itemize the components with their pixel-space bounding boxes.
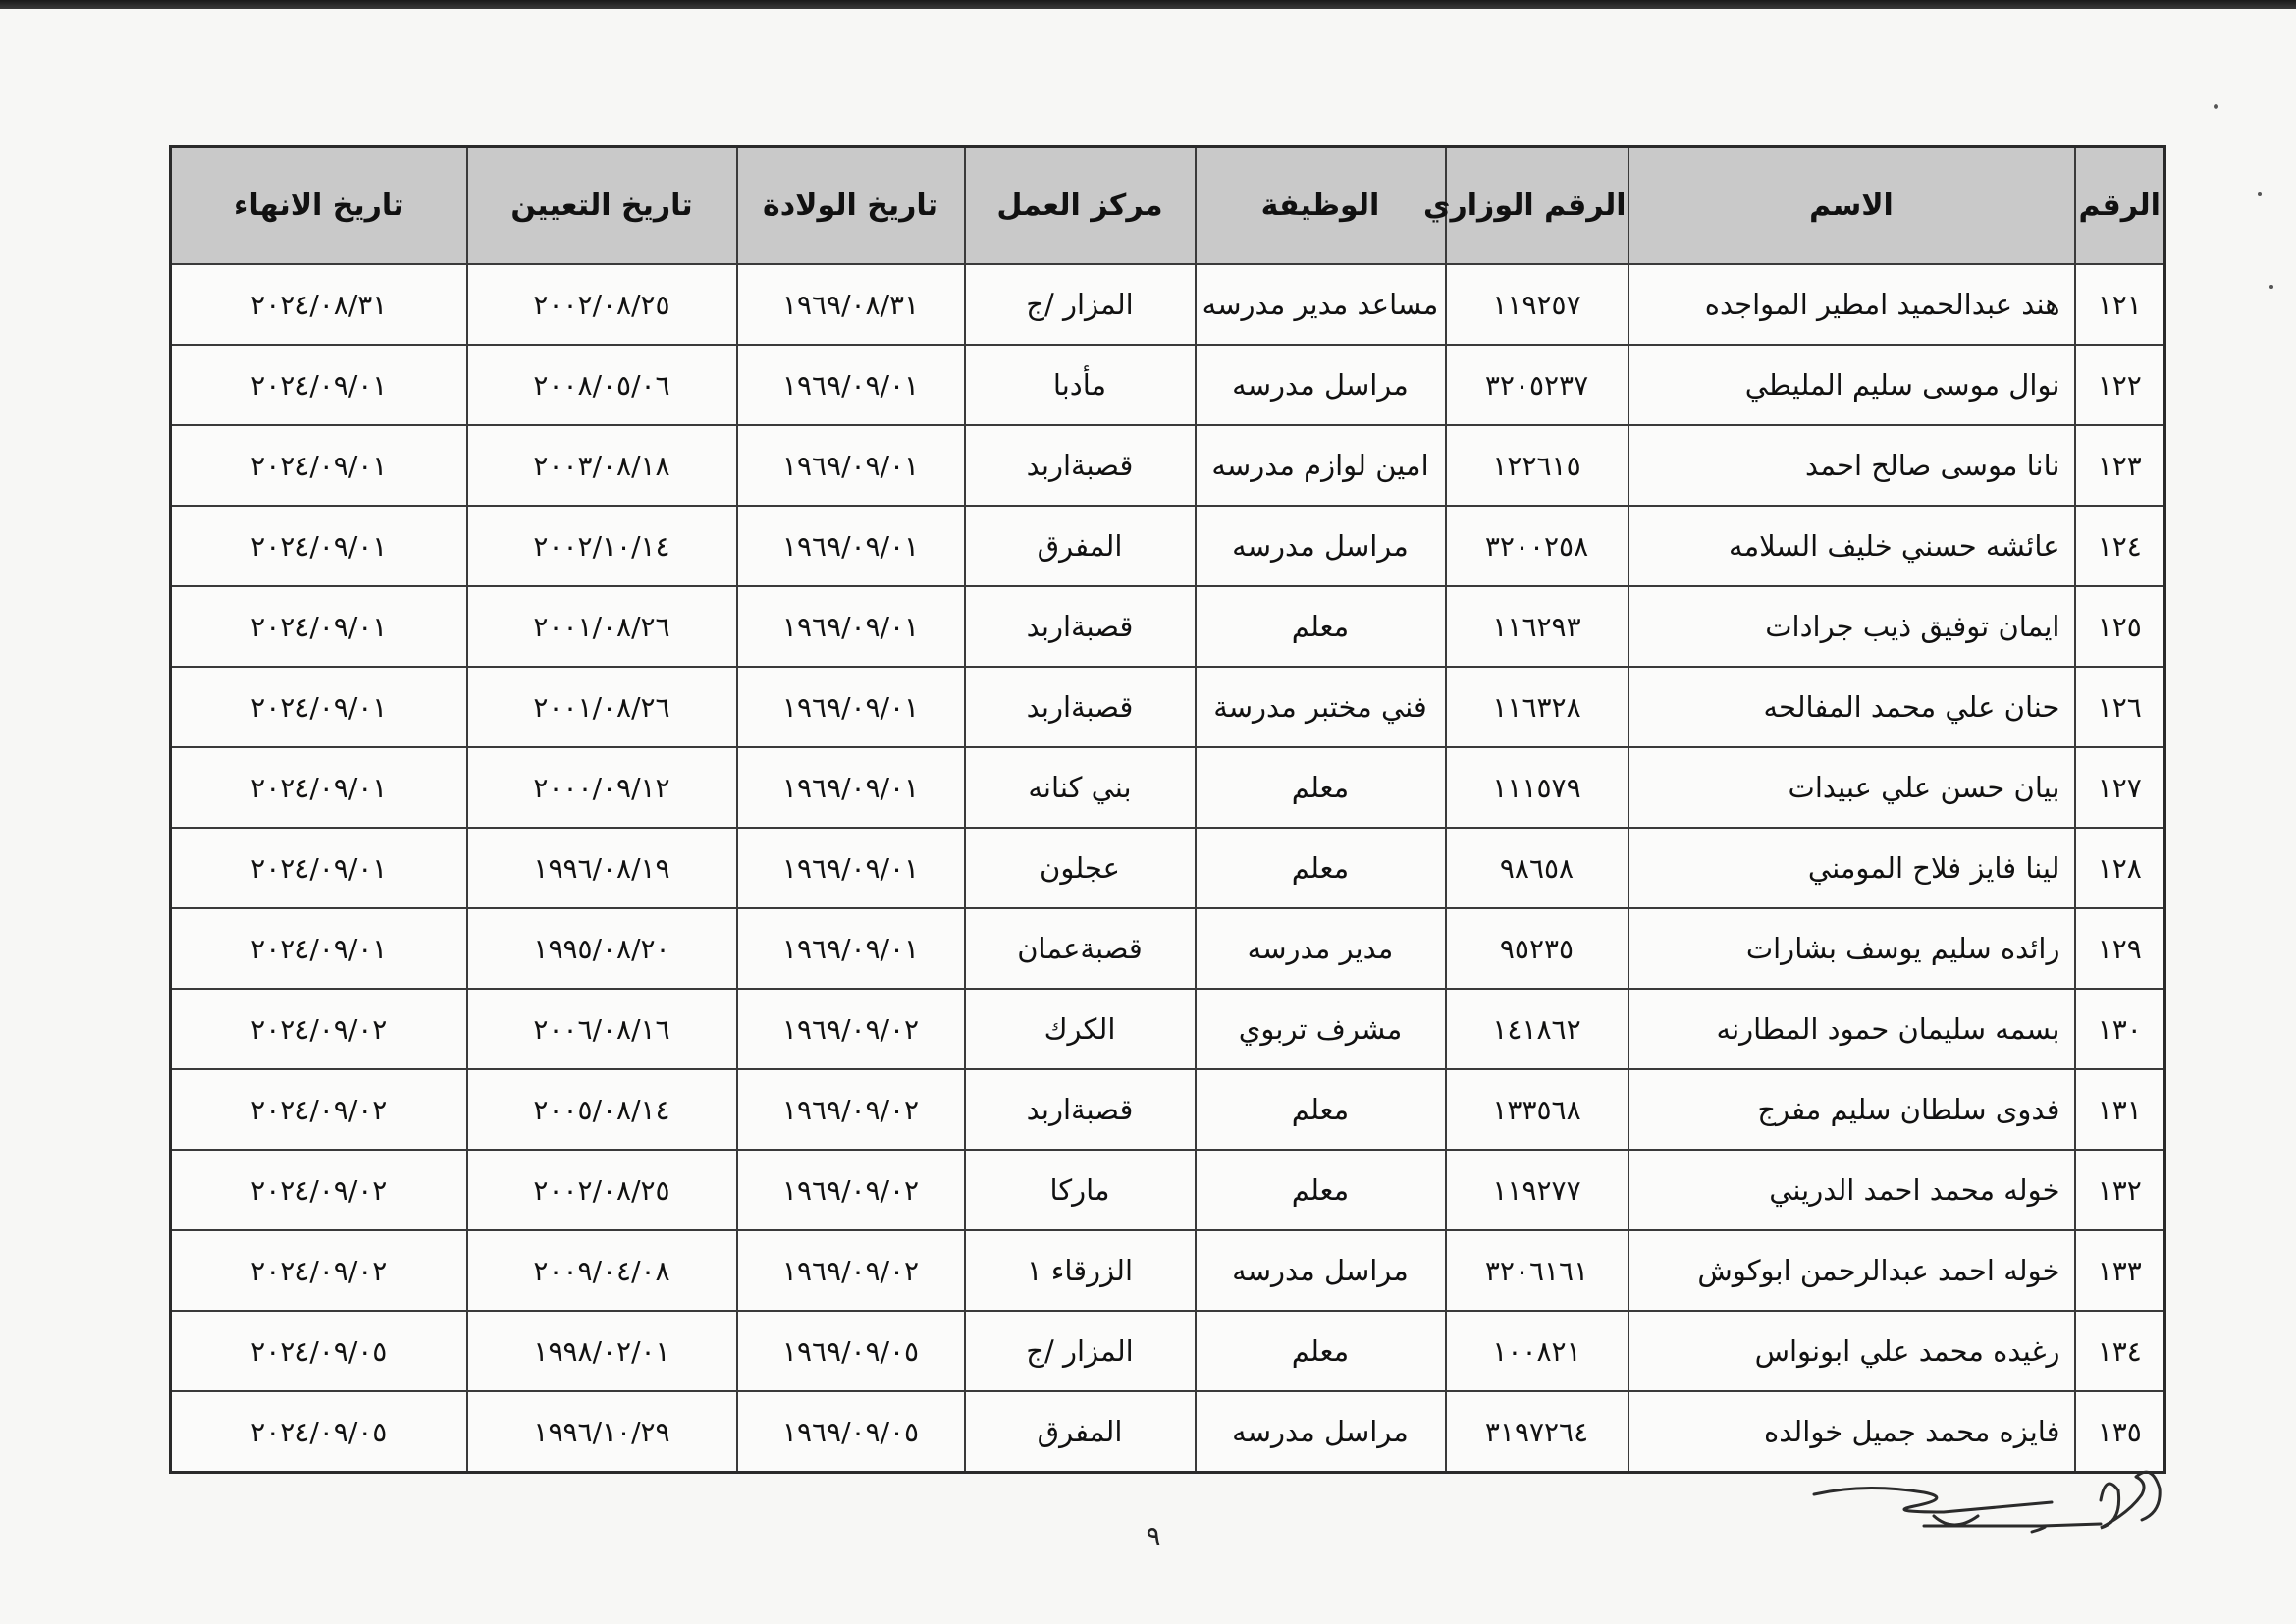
cell-name: حنان علي محمد المفالحه — [1629, 667, 2075, 747]
cell-appointment-date: ١٩٩٦/٠٨/١٩ — [467, 828, 737, 908]
cell-end-date: ٢٠٢٤/٠٩/٠١ — [171, 828, 467, 908]
cell-job: مراسل مدرسه — [1196, 345, 1446, 425]
cell-job: مراسل مدرسه — [1196, 1391, 1446, 1473]
cell-ministry-no: ٣٢٠٠٢٥٨ — [1446, 506, 1629, 586]
cell-ministry-no: ٣١٩٧٢٦٤ — [1446, 1391, 1629, 1473]
cell-num: ١٣٠ — [2075, 989, 2165, 1069]
cell-num: ١٣٥ — [2075, 1391, 2165, 1473]
cell-birth-date: ١٩٦٩/٠٩/٠١ — [737, 586, 965, 667]
cell-appointment-date: ٢٠٠٨/٠٥/٠٦ — [467, 345, 737, 425]
cell-appointment-date: ٢٠٠٠/٠٩/١٢ — [467, 747, 737, 828]
cell-name: نانا موسى صالح احمد — [1629, 425, 2075, 506]
cell-ministry-no: ١٠٠٨٢١ — [1446, 1311, 1629, 1391]
cell-work-center: قصبةاربد — [965, 667, 1196, 747]
cell-job: مراسل مدرسه — [1196, 1230, 1446, 1311]
cell-appointment-date: ٢٠٠٢/١٠/١٤ — [467, 506, 737, 586]
cell-end-date: ٢٠٢٤/٠٩/٠٢ — [171, 1069, 467, 1150]
cell-ministry-no: ١٣٣٥٦٨ — [1446, 1069, 1629, 1150]
table-header-row — [171, 147, 2165, 265]
cell-end-date: ٢٠٢٤/٠٩/٠٢ — [171, 989, 467, 1069]
cell-job: معلم — [1196, 586, 1446, 667]
cell-ministry-no: ١١٩٢٧٧ — [1446, 1150, 1629, 1230]
cell-work-center: المزار /ج — [965, 264, 1196, 345]
cell-birth-date: ١٩٦٩/٠٩/٠٥ — [737, 1391, 965, 1473]
cell-appointment-date: ٢٠٠٦/٠٨/١٦ — [467, 989, 737, 1069]
cell-name: رائده سليم يوسف بشارات — [1629, 908, 2075, 989]
cell-job: معلم — [1196, 747, 1446, 828]
cell-name: بيان حسن علي عبيدات — [1629, 747, 2075, 828]
scan-speck — [2214, 104, 2218, 109]
table-row — [171, 1311, 2165, 1391]
cell-num: ١٢٩ — [2075, 908, 2165, 989]
cell-ministry-no: ٣٢٠٦١٦١ — [1446, 1230, 1629, 1311]
cell-birth-date: ١٩٦٩/٠٩/٠٢ — [737, 1069, 965, 1150]
cell-name: عائشه حسني خليف السلامه — [1629, 506, 2075, 586]
table-row — [171, 908, 2165, 989]
cell-work-center: المفرق — [965, 1391, 1196, 1473]
table-row — [171, 425, 2165, 506]
cell-birth-date: ١٩٦٩/٠٩/٠٥ — [737, 1311, 965, 1391]
header-work-center: مركز العمل — [965, 147, 1196, 265]
cell-appointment-date: ٢٠٠١/٠٨/٢٦ — [467, 586, 737, 667]
cell-ministry-no: ١١٦٣٢٨ — [1446, 667, 1629, 747]
employees-table — [169, 145, 2166, 1474]
scan-top-edge — [0, 0, 2296, 9]
cell-ministry-no: ١١٩٢٥٧ — [1446, 264, 1629, 345]
cell-birth-date: ١٩٦٩/٠٩/٠٢ — [737, 1150, 965, 1230]
table-row — [171, 264, 2165, 345]
cell-work-center: المفرق — [965, 506, 1196, 586]
cell-name: هند عبدالحميد امطير المواجده — [1629, 264, 2075, 345]
signature-icon — [1806, 1443, 2179, 1551]
cell-num: ١٢٤ — [2075, 506, 2165, 586]
cell-ministry-no: ٩٨٦٥٨ — [1446, 828, 1629, 908]
cell-ministry-no: ١٢٢٦١٥ — [1446, 425, 1629, 506]
cell-name: فايزه محمد جميل خوالده — [1629, 1391, 2075, 1473]
cell-name: ايمان توفيق ذيب جرادات — [1629, 586, 2075, 667]
cell-name: خوله محمد احمد الدريني — [1629, 1150, 2075, 1230]
cell-ministry-no: ١١١٥٧٩ — [1446, 747, 1629, 828]
cell-job: امين لوازم مدرسه — [1196, 425, 1446, 506]
cell-num: ١٢٥ — [2075, 586, 2165, 667]
cell-num: ١٢٢ — [2075, 345, 2165, 425]
cell-job: فني مختبر مدرسة — [1196, 667, 1446, 747]
cell-name: لينا فايز فلاح المومني — [1629, 828, 2075, 908]
cell-ministry-no: ١٤١٨٦٢ — [1446, 989, 1629, 1069]
cell-end-date: ٢٠٢٤/٠٨/٣١ — [171, 264, 467, 345]
cell-job: معلم — [1196, 1150, 1446, 1230]
cell-job: مشرف تربوي — [1196, 989, 1446, 1069]
table-row — [171, 1230, 2165, 1311]
cell-end-date: ٢٠٢٤/٠٩/٠١ — [171, 586, 467, 667]
cell-birth-date: ١٩٦٩/٠٩/٠٢ — [737, 989, 965, 1069]
cell-num: ١٣٤ — [2075, 1311, 2165, 1391]
cell-work-center: عجلون — [965, 828, 1196, 908]
cell-end-date: ٢٠٢٤/٠٩/٠١ — [171, 506, 467, 586]
employees-table-container — [169, 145, 2163, 1474]
cell-birth-date: ١٩٦٩/٠٩/٠١ — [737, 908, 965, 989]
scan-speck — [2269, 285, 2273, 289]
cell-work-center: قصبةاربد — [965, 586, 1196, 667]
cell-work-center: مأدبا — [965, 345, 1196, 425]
cell-end-date: ٢٠٢٤/٠٩/٠٢ — [171, 1230, 467, 1311]
cell-birth-date: ١٩٦٩/٠٩/٠٢ — [737, 1230, 965, 1311]
cell-name: بسمه سليمان حمود المطارنه — [1629, 989, 2075, 1069]
table-row — [171, 345, 2165, 425]
cell-end-date: ٢٠٢٤/٠٩/٠٢ — [171, 1150, 467, 1230]
cell-job: معلم — [1196, 828, 1446, 908]
cell-end-date: ٢٠٢٤/٠٩/٠١ — [171, 425, 467, 506]
table-row — [171, 1069, 2165, 1150]
cell-appointment-date: ١٩٩٨/٠٢/٠١ — [467, 1311, 737, 1391]
cell-num: ١٢٦ — [2075, 667, 2165, 747]
table-body — [171, 264, 2165, 1473]
cell-work-center: قصبةاربد — [965, 425, 1196, 506]
cell-birth-date: ١٩٦٩/٠٩/٠١ — [737, 747, 965, 828]
cell-name: رغيده محمد علي ابونواس — [1629, 1311, 2075, 1391]
cell-job: مساعد مدير مدرسه — [1196, 264, 1446, 345]
cell-appointment-date: ٢٠٠٥/٠٨/١٤ — [467, 1069, 737, 1150]
cell-ministry-no: ٩٥٢٣٥ — [1446, 908, 1629, 989]
cell-appointment-date: ٢٠٠٢/٠٨/٢٥ — [467, 264, 737, 345]
cell-end-date: ٢٠٢٤/٠٩/٠٥ — [171, 1391, 467, 1473]
cell-job: مدير مدرسه — [1196, 908, 1446, 989]
cell-appointment-date: ١٩٩٥/٠٨/٢٠ — [467, 908, 737, 989]
cell-name: خوله احمد عبدالرحمن ابوكوش — [1629, 1230, 2075, 1311]
cell-end-date: ٢٠٢٤/٠٩/٠١ — [171, 747, 467, 828]
cell-birth-date: ١٩٦٩/٠٩/٠١ — [737, 345, 965, 425]
cell-work-center: الزرقاء ١ — [965, 1230, 1196, 1311]
cell-ministry-no: ١١٦٢٩٣ — [1446, 586, 1629, 667]
cell-work-center: المزار /ج — [965, 1311, 1196, 1391]
header-end-date: تاريخ الانهاء — [171, 147, 467, 265]
scan-speck — [2258, 192, 2262, 196]
table-row — [171, 586, 2165, 667]
cell-end-date: ٢٠٢٤/٠٩/٠١ — [171, 908, 467, 989]
header-birth-date: تاريخ الولادة — [737, 147, 965, 265]
cell-num: ١٢٨ — [2075, 828, 2165, 908]
cell-end-date: ٢٠٢٤/٠٩/٠٥ — [171, 1311, 467, 1391]
header-appointment-date: تاريخ التعيين — [467, 147, 737, 265]
cell-name: نوال موسى سليم المليطي — [1629, 345, 2075, 425]
cell-birth-date: ١٩٦٩/٠٩/٠١ — [737, 506, 965, 586]
table-row — [171, 1150, 2165, 1230]
header-ministry-no: الرقم الوزاري — [1446, 147, 1629, 265]
cell-num: ١٢٣ — [2075, 425, 2165, 506]
cell-appointment-date: ٢٠٠٩/٠٤/٠٨ — [467, 1230, 737, 1311]
cell-num: ١٣٣ — [2075, 1230, 2165, 1311]
cell-birth-date: ١٩٦٩/٠٩/٠١ — [737, 828, 965, 908]
cell-name: فدوى سلطان سليم مفرج — [1629, 1069, 2075, 1150]
table-row — [171, 828, 2165, 908]
cell-end-date: ٢٠٢٤/٠٩/٠١ — [171, 345, 467, 425]
cell-work-center: بني كنانه — [965, 747, 1196, 828]
cell-ministry-no: ٣٢٠٥٢٣٧ — [1446, 345, 1629, 425]
cell-appointment-date: ٢٠٠٢/٠٨/٢٥ — [467, 1150, 737, 1230]
cell-num: ١٢٧ — [2075, 747, 2165, 828]
cell-appointment-date: ١٩٩٦/١٠/٢٩ — [467, 1391, 737, 1473]
cell-num: ١٢١ — [2075, 264, 2165, 345]
cell-appointment-date: ٢٠٠٣/٠٨/١٨ — [467, 425, 737, 506]
cell-birth-date: ١٩٦٩/٠٨/٣١ — [737, 264, 965, 345]
cell-birth-date: ١٩٦٩/٠٩/٠١ — [737, 425, 965, 506]
cell-job: مراسل مدرسه — [1196, 506, 1446, 586]
cell-job: معلم — [1196, 1069, 1446, 1150]
cell-appointment-date: ٢٠٠١/٠٨/٢٦ — [467, 667, 737, 747]
cell-work-center: الكرك — [965, 989, 1196, 1069]
header-job: الوظيفة — [1196, 147, 1446, 265]
table-row — [171, 667, 2165, 747]
table-row — [171, 747, 2165, 828]
header-name: الاسم — [1629, 147, 2075, 265]
cell-num: ١٣٢ — [2075, 1150, 2165, 1230]
cell-num: ١٣١ — [2075, 1069, 2165, 1150]
cell-work-center: قصبةاربد — [965, 1069, 1196, 1150]
table-row — [171, 989, 2165, 1069]
cell-birth-date: ١٩٦٩/٠٩/٠١ — [737, 667, 965, 747]
table-row — [171, 506, 2165, 586]
cell-work-center: قصبةعمان — [965, 908, 1196, 989]
header-num: الرقم — [2075, 147, 2165, 265]
cell-end-date: ٢٠٢٤/٠٩/٠١ — [171, 667, 467, 747]
cell-work-center: ماركا — [965, 1150, 1196, 1230]
cell-job: معلم — [1196, 1311, 1446, 1391]
page-number: ٩ — [1146, 1520, 1161, 1552]
